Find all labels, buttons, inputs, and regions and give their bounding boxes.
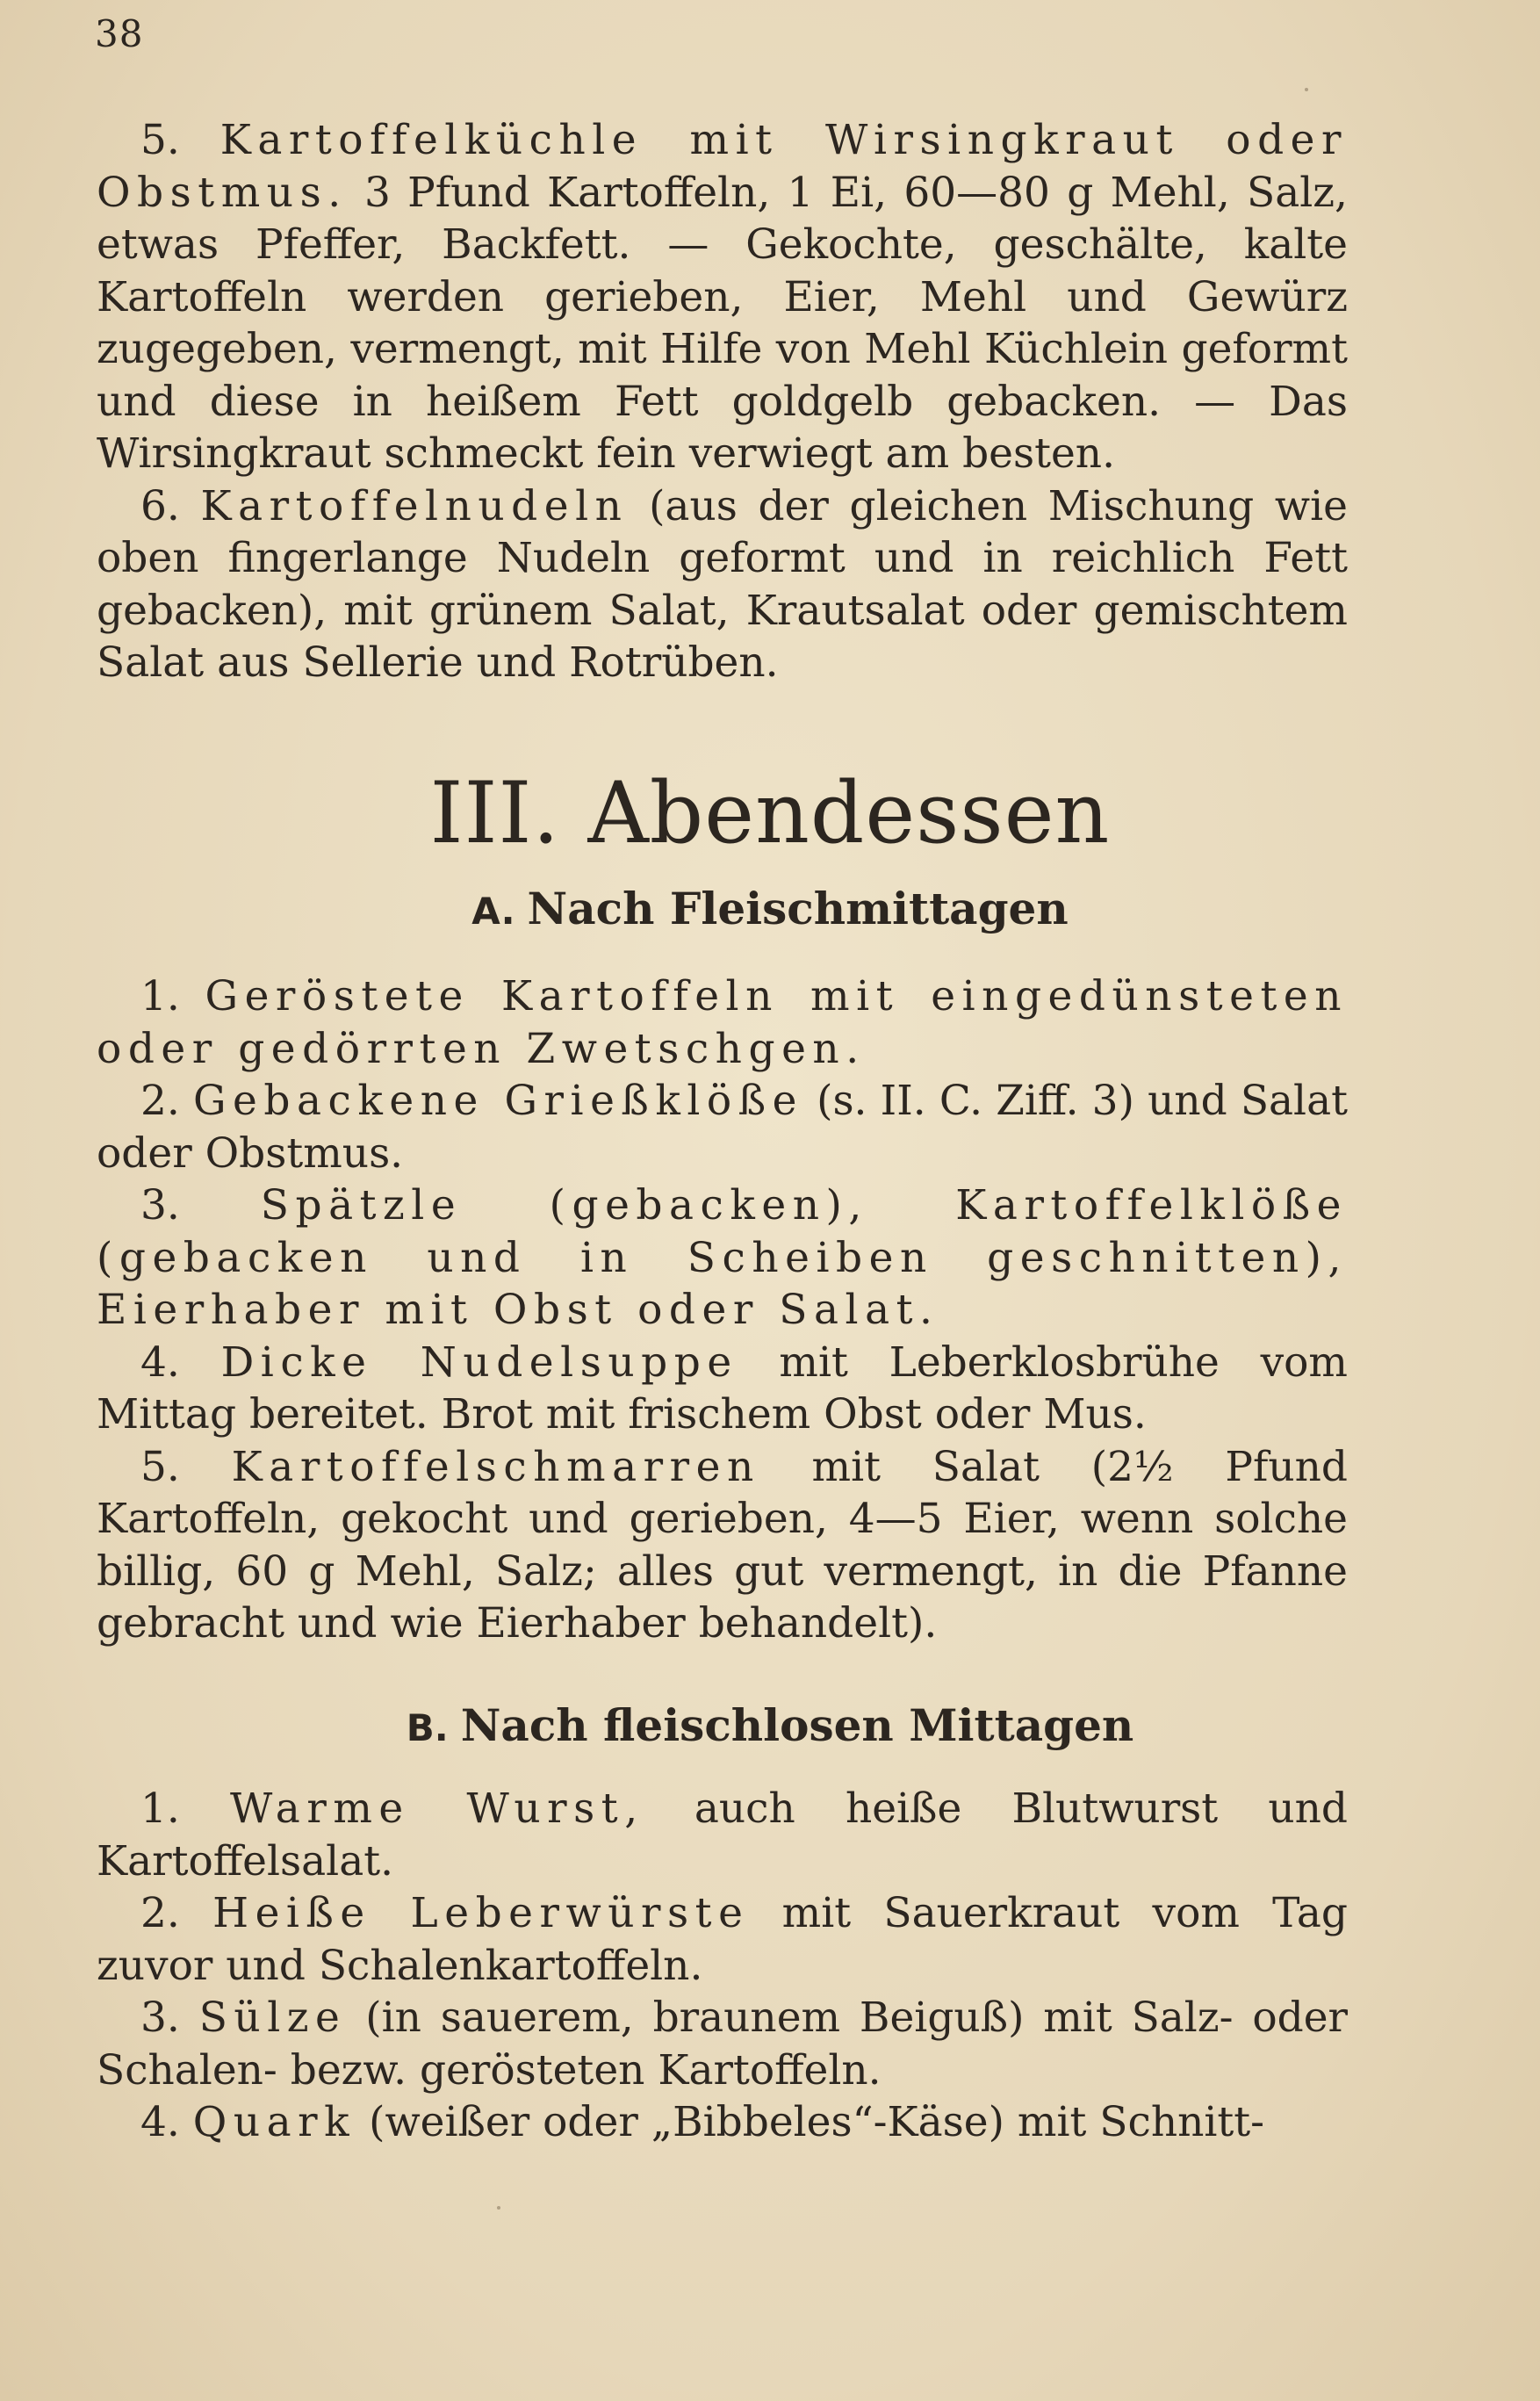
item-title: Dicke Nudelsuppe [220,1337,738,1387]
list-item [97,1337,1348,1441]
item-title: Spätzle (gebacken), Kartoffelklöße (gebacken und in Scheiben geschnitten), Eierhaber mit Obst oder Salat. [97,1181,1348,1334]
recipe-text: 3 Pfund Kartoffeln, 1 Ei, 60—80 g Mehl, Salz, etwas Pfeffer, Backfett. — Gekochte, geschälte, kalte Kartoffeln werden gerieben, Eier, Mehl und Gewürz zugegeben, vermengt, mit Hilfe von Mehl Küchlein geformt und diese in heißem Fett goldgelb gebacken. — Das Wirsingkraut schmeckt fein verwiegt am besten. [97,168,1348,478]
item-number: 2. [140,1077,193,1125]
paper-speck [497,2206,500,2210]
item-number: 4. [140,1337,221,1387]
item-number: 5. [140,116,220,164]
list-item [97,1887,1348,1992]
chapter-title: III. Abendessen [429,764,1111,862]
item-number: 3. [140,1181,261,1229]
item-number: 3. [140,1994,199,2042]
intro-recipes [97,114,1348,689]
item-title: Quark [192,2098,356,2146]
item-number: 4. [140,2098,193,2146]
item-title: Sülze [198,1994,347,2042]
item-number: 6. [140,481,201,530]
list-item [97,1783,1348,1887]
section-a-list [97,970,1348,1650]
recipe-title: Kartoffelnudeln [200,481,629,530]
item-text: (s. II. C. Ziff. 3) und Salat oder Obstmus. [97,1077,1348,1178]
section-title: Nach Fleischmittagen [527,883,1069,934]
list-item [97,970,1348,1075]
item-title: Heiße Leberwürste [212,1889,750,1937]
item-number: 5. [140,1442,232,1491]
item-text: mit Sauerkraut vom Tag zuvor und Schalenkartoffeln. [97,1889,1348,1990]
list-item [97,2096,1348,2149]
item-title: Kartoffelschmarren [231,1442,760,1491]
item-text: (in sauerem, braunem Beiguß) mit Salz- oder Schalen- bezw. gerösteten Kartoffeln. [97,1994,1348,2095]
section-heading-b [0,1699,1540,1751]
section-heading-a [0,883,1540,934]
recipe-paragraph [97,480,1348,689]
list-item [97,1441,1348,1650]
list-item [97,1992,1348,2096]
recipe-title: Kartoffelküchle mit Wirsingkraut oder Obstmus. [97,116,1348,217]
item-text: (weißer oder „Bibbeles“-Käse) mit Schnitt- [356,2098,1265,2146]
section-b-list [97,1783,1348,2149]
list-item [97,1179,1348,1337]
item-title: Gebackene Grießklöße [192,1077,803,1125]
item-text: auch heiße Blutwurst und Kartoffelsalat. [97,1785,1348,1885]
section-letter: A. [471,890,515,933]
section-title: Nach fleischlosen Mittagen [460,1699,1134,1751]
item-text: mit Salat (2½ Pfund Kartoffeln, gekocht und gerieben, 4—5 Eier, wenn solche billig, 60 g Mehl, Salz; alles gut vermengt, in die Pfanne gebracht und wie Eierhaber behandelt). [97,1442,1348,1648]
item-text: mit Leberklosbrühe vom Mittag bereitet. Brot mit frischem Obst oder Mus. [97,1337,1348,1438]
paper-speck [1305,88,1308,91]
item-number: 2. [140,1889,213,1937]
recipe-paragraph [97,114,1348,480]
recipe-text: (aus der gleichen Mischung wie oben fingerlange Nudeln geformt und in reichlich Fett gebacken), mit grünem Salat, Krautsalat oder gemischtem Salat aus Sellerie und Rotrüben. [97,481,1348,687]
list-item [97,1075,1348,1179]
section-letter: B. [406,1706,449,1749]
page-number: 38 [95,12,144,55]
item-number: 1. [140,972,205,1020]
item-number: 1. [140,1785,231,1833]
item-title: Warme Wurst, [230,1785,644,1833]
item-title: Geröstete Kartoffeln mit eingedünsteten oder gedörrten Zwetschgen. [97,972,1348,1073]
